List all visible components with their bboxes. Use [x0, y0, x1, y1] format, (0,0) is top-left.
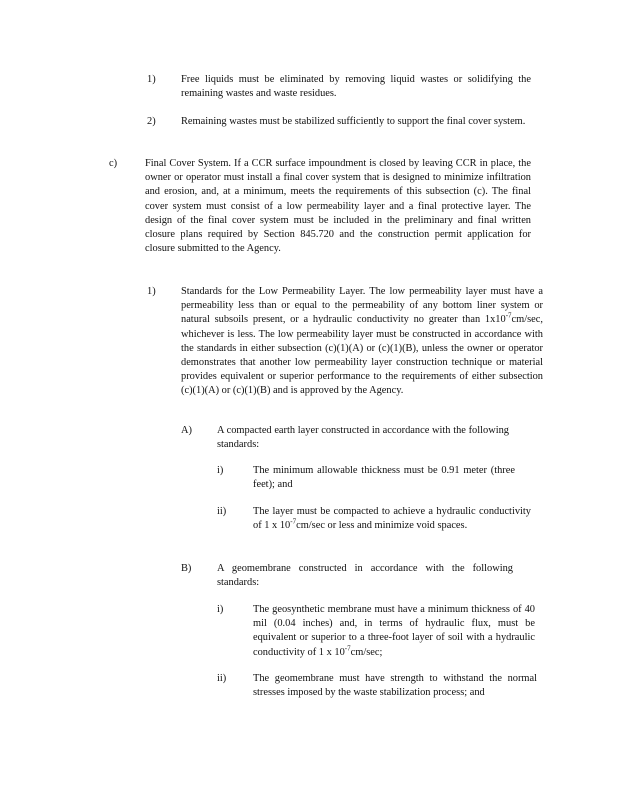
paragraph-text: A geomembrane constructed in accordance with the following standards:	[217, 563, 513, 589]
paragraph-remaining-wastes	[181, 115, 539, 129]
paragraph-text: The minimum allowable thickness must be 0.91 meter (three feet); and	[253, 465, 515, 491]
item-label: 1)	[147, 74, 156, 85]
item-label: i)	[217, 604, 224, 615]
paragraph-text	[253, 505, 531, 533]
item-label: A)	[181, 425, 192, 436]
paragraph-final-cover-system	[145, 157, 531, 256]
item-label: ii)	[217, 506, 227, 517]
paragraph-low-permeability-standards	[181, 285, 543, 399]
item-label: B)	[181, 563, 192, 574]
paragraph-text	[181, 285, 543, 399]
paragraph-text: The geomembrane must have strength to withstand the normal stresses imposed by the waste stabilization process; and	[253, 673, 537, 699]
text-segment: Standards for the Low Permeability Layer. The low permeability layer must have a permeability less than or equal to the permeability of any bottom liner system or natural subsoils present, or a hydraulic conductivity no greater than 1x10	[181, 286, 543, 326]
text-segment: cm/sec, whichever is less. The low permeability layer must be constructed in accordance with the standards in either subsection (c)(1)(A) or (c)(1)(B), unless the owner or operator demonstrates that another low permeability layer construction technique or material provides equivalent or superior performance to the requirements of either subsection (c)(1)(A) or (c)(1)(B) and is approved by the Agency.	[181, 314, 543, 397]
paragraph-geomembrane	[217, 562, 513, 590]
paragraph-minimum-thickness	[253, 464, 515, 492]
paragraph-text: Final Cover System. If a CCR surface impoundment is closed by leaving CCR in place, the owner or operator must install a final cover system that is designed to minimize infiltration and erosion, and, at a minimum, meets the requirements of this subsection (c). The final cover system must consist of a low permeability layer and a final protective layer. The design of the final cover system must be included in the preliminary and final written closure plans required by Section 845.720 and the construction permit application for closure submitted to the Agency.	[145, 158, 531, 255]
paragraph-free-liquids	[181, 73, 531, 101]
item-label: i)	[217, 465, 224, 476]
text-segment: cm/sec;	[350, 646, 383, 658]
item-label: 1)	[147, 286, 156, 297]
item-label: ii)	[217, 673, 227, 684]
text-segment: The geosynthetic membrane must have a minimum thickness of 40 mil (0.04 inches) and, in terms of hydraulic flux, must be equivalent or superior to a three-foot layer of soil with a hydraulic conductivity of 1 x 10	[253, 604, 535, 658]
item-label: 2)	[147, 116, 156, 127]
text-segment: cm/sec or less and minimize void spaces.	[296, 520, 468, 532]
paragraph-geomembrane-strength	[253, 672, 537, 700]
exponent: -7	[344, 644, 351, 653]
exponent: -7	[290, 517, 297, 526]
paragraph-text: Free liquids must be eliminated by removing liquid wastes or solidifying the remaining wastes and waste residues.	[181, 74, 531, 100]
paragraph-text: Remaining wastes must be stabilized sufficiently to support the final cover system.	[181, 116, 526, 127]
paragraph-layer-compaction	[253, 505, 531, 533]
paragraph-compacted-earth-layer	[217, 424, 509, 452]
exponent: -7	[505, 311, 512, 320]
paragraph-geosynthetic-membrane	[253, 603, 535, 660]
item-label: c)	[109, 158, 118, 169]
paragraph-text	[253, 603, 535, 660]
paragraph-text: A compacted earth layer constructed in accordance with the following standards:	[217, 425, 509, 451]
text-segment: The layer must be compacted to achieve a hydraulic conductivity of 1 x 10	[253, 506, 531, 532]
